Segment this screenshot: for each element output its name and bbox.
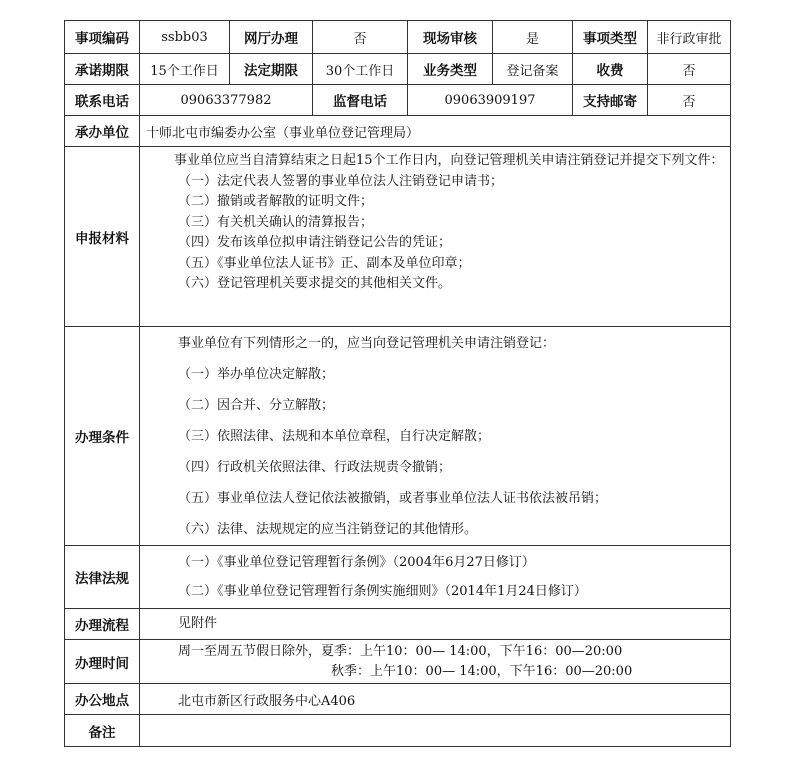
row-deadline-info: [65, 54, 731, 85]
service-item-table: [64, 20, 731, 747]
legal-label: 法定期限: [230, 54, 313, 85]
row-remark: [65, 715, 731, 747]
mail-label: 支持邮寄: [573, 85, 648, 116]
onsite-label: 现场审核: [408, 21, 493, 54]
materials-item: （二）撤销或者解散的证明文件；: [178, 194, 374, 209]
row-contact-info: [65, 85, 731, 116]
fee-value: 否: [648, 54, 731, 85]
conditions-content: [140, 327, 731, 546]
promise-value: 15个工作日: [140, 54, 230, 85]
hours-line-1: 周一至周五节假日除外，夏季：上午10：00— 14:00，下午16：00—20:00: [178, 643, 623, 659]
process-label: 办理流程: [65, 609, 140, 640]
hours-line-2: 秋季：上午10：00— 14:00，下午16：00—20:00: [331, 663, 633, 679]
law-item: （一）《事业单位登记管理暂行条例》（2004年6月27日修订）: [178, 555, 535, 570]
row-basic-info: [65, 21, 731, 54]
materials-item: （三）有关机关确认的清算报告；: [178, 214, 374, 230]
code-value: ssbb03: [140, 21, 230, 54]
row-hours: [65, 640, 731, 684]
promise-label: 承诺期限: [65, 54, 140, 85]
legal-value: 30个工作日: [313, 54, 408, 85]
conditions-item: （六）法律、法规规定的应当注销登记的其他情形。: [178, 521, 478, 537]
supervise-label: 监督电话: [313, 85, 408, 116]
supervise-value: 09063909197: [408, 85, 573, 116]
onsite-value: 是: [493, 21, 573, 54]
conditions-item: （二）因合并、分立解散；: [178, 397, 335, 413]
hours-label: 办理时间: [65, 640, 140, 684]
hall-value: 否: [313, 21, 408, 54]
conditions-intro: 事业单位有下列情形之一的，应当向登记管理机关申请注销登记：: [178, 335, 556, 351]
materials-intro: 事业单位应当自清算结束之日起15个工作日内，向登记管理机关申请注销登记并提交下列文件：: [174, 153, 724, 168]
remark-value: [140, 715, 731, 747]
biz-value: 登记备案: [493, 54, 573, 85]
materials-content: [140, 147, 731, 327]
type-label: 事项类型: [573, 21, 648, 54]
conditions-label: 办理条件: [65, 327, 140, 546]
row-process: [65, 609, 731, 640]
address-label: 办公地点: [65, 684, 140, 715]
conditions-item: （一）举办单位决定解散；: [178, 366, 335, 382]
materials-item: （一）法定代表人签署的事业单位法人注销登记申请书；: [178, 173, 504, 189]
hours-content: [140, 640, 731, 684]
mail-value: 否: [648, 85, 731, 116]
row-materials: [65, 147, 731, 327]
remark-label: 备注: [65, 715, 140, 747]
phone-value: 09063377982: [140, 85, 313, 116]
row-conditions: [65, 327, 731, 546]
materials-item: （四）发布该单位拟申请注销登记公告的凭证；: [178, 235, 452, 250]
hall-label: 网厅办理: [230, 21, 313, 54]
row-laws: [65, 546, 731, 609]
row-unit: [65, 116, 731, 147]
code-label: 事项编码: [65, 21, 140, 54]
row-address: [65, 684, 731, 715]
biz-label: 业务类型: [408, 54, 493, 85]
conditions-item: （四）行政机关依照法律、行政法规责令撤销；: [178, 459, 452, 475]
unit-label: 承办单位: [65, 116, 140, 147]
unit-value: 十师北屯市编委办公室（事业单位登记管理局）: [140, 116, 731, 147]
materials-label: 申报材料: [65, 147, 140, 327]
law-item: （二）《事业单位登记管理暂行条例实施细则》（2014年1月24日修订）: [178, 584, 587, 599]
type-value: 非行政审批: [648, 21, 731, 54]
materials-item: （五）《事业单位法人证书》正、副本及单位印章；: [178, 255, 471, 271]
phone-label: 联系电话: [65, 85, 140, 116]
laws-content: [140, 546, 731, 609]
conditions-item: （五）事业单位法人登记依法被撤销，或者事业单位法人证书依法被吊销；: [178, 490, 608, 506]
conditions-item: （三）依照法律、法规和本单位章程，自行决定解散；: [178, 428, 491, 444]
materials-item: （六）登记管理机关要求提交的其他相关文件。: [178, 276, 452, 291]
laws-label: 法律法规: [65, 546, 140, 609]
process-value: 见附件: [140, 609, 731, 640]
fee-label: 收费: [573, 54, 648, 85]
address-value: 北屯市新区行政服务中心A406: [140, 684, 731, 715]
